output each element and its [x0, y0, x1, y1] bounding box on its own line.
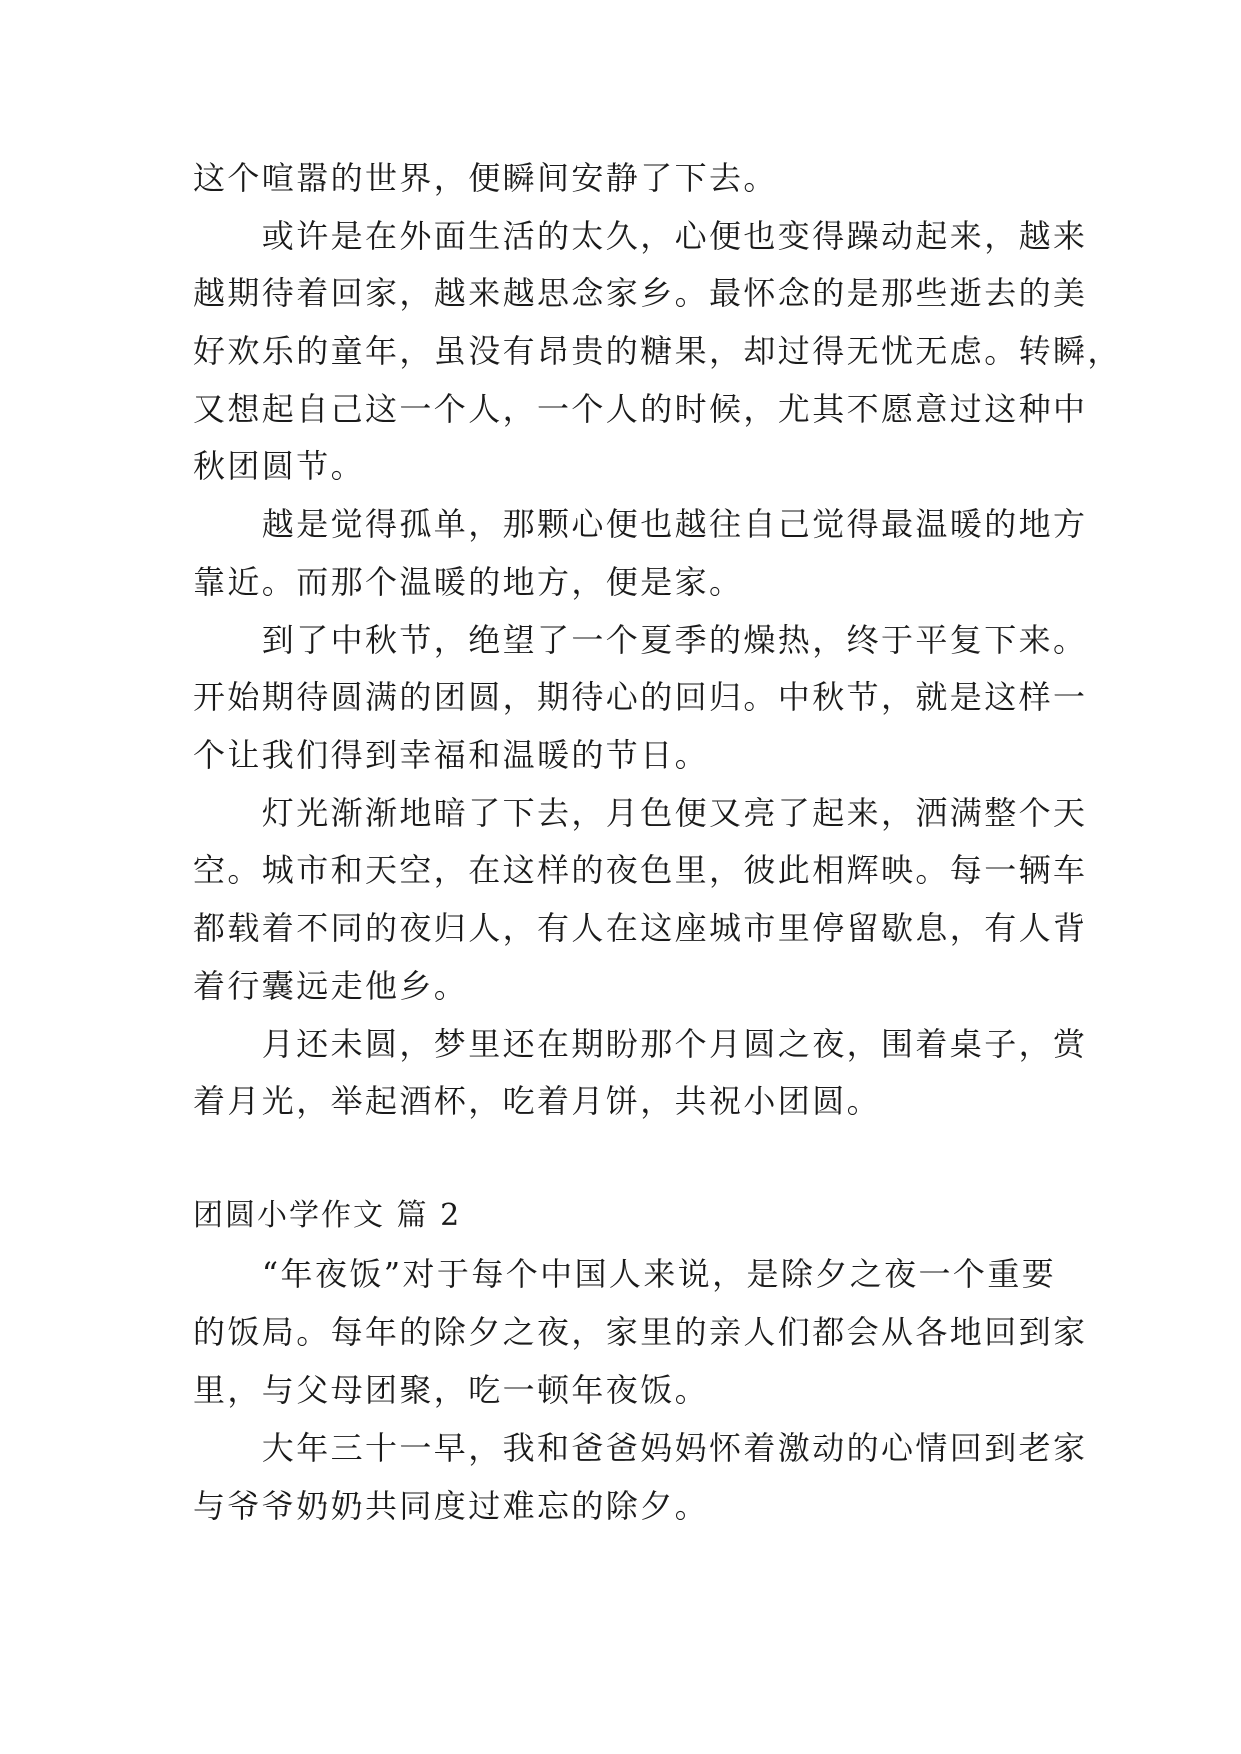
text-line: 空。城市和天空，在这样的夜色里，彼此相辉映。每一辆车 [193, 851, 1088, 889]
text-line: 灯光渐渐地暗了下去，月色便又亮了起来，洒满整个天 [193, 794, 1088, 832]
text-line: 到了中秋节，绝望了一个夏季的燥热，终于平复下来。 [193, 621, 1088, 659]
text-line: 与爷爷奶奶共同度过难忘的除夕。 [193, 1487, 710, 1525]
text-line: 着月光，举起酒杯，吃着月饼，共祝小团圆。 [193, 1082, 882, 1120]
text-line: 都载着不同的夜归人，有人在这座城市里停留歇息，有人背 [193, 909, 1088, 947]
text-line: 里，与父母团聚，吃一顿年夜饭。 [193, 1371, 710, 1409]
section-heading: 团圆小学作文 篇 2 [193, 1198, 462, 1233]
text-line: 着行囊远走他乡。 [193, 967, 469, 1005]
text-line: “年夜饭”对于每个中国人来说，是除夕之夜一个重要 [193, 1255, 1057, 1293]
text-line: 越期待着回家，越来越思念家乡。最怀念的是那些逝去的美 [193, 274, 1088, 312]
text-line: 秋团圆节。 [193, 447, 366, 485]
text-line: 或许是在外面生活的太久，心便也变得躁动起来，越来 [193, 217, 1088, 255]
text-line: 个让我们得到幸福和温暖的节日。 [193, 736, 710, 774]
text-line: 大年三十一早，我和爸爸妈妈怀着激动的心情回到老家 [193, 1429, 1088, 1467]
text-line: 这个喧嚣的世界，便瞬间安静了下去。 [193, 159, 778, 197]
text-line: 好欢乐的童年，虽没有昂贵的糖果，却过得无忧无虑。转瞬， [193, 332, 1122, 370]
text-line: 月还未圆，梦里还在期盼那个月圆之夜，围着桌子，赏 [193, 1025, 1088, 1063]
text-line: 又想起自己这一个人，一个人的时候，尤其不愿意过这种中 [193, 390, 1088, 428]
text-line: 的饭局。每年的除夕之夜，家里的亲人们都会从各地回到家 [193, 1313, 1088, 1351]
text-line: 越是觉得孤单，那颗心便也越往自己觉得最温暖的地方 [193, 505, 1088, 543]
text-line: 靠近。而那个温暖的地方，便是家。 [193, 563, 744, 601]
text-line: 开始期待圆满的团圆，期待心的回归。中秋节，就是这样一 [193, 678, 1088, 716]
